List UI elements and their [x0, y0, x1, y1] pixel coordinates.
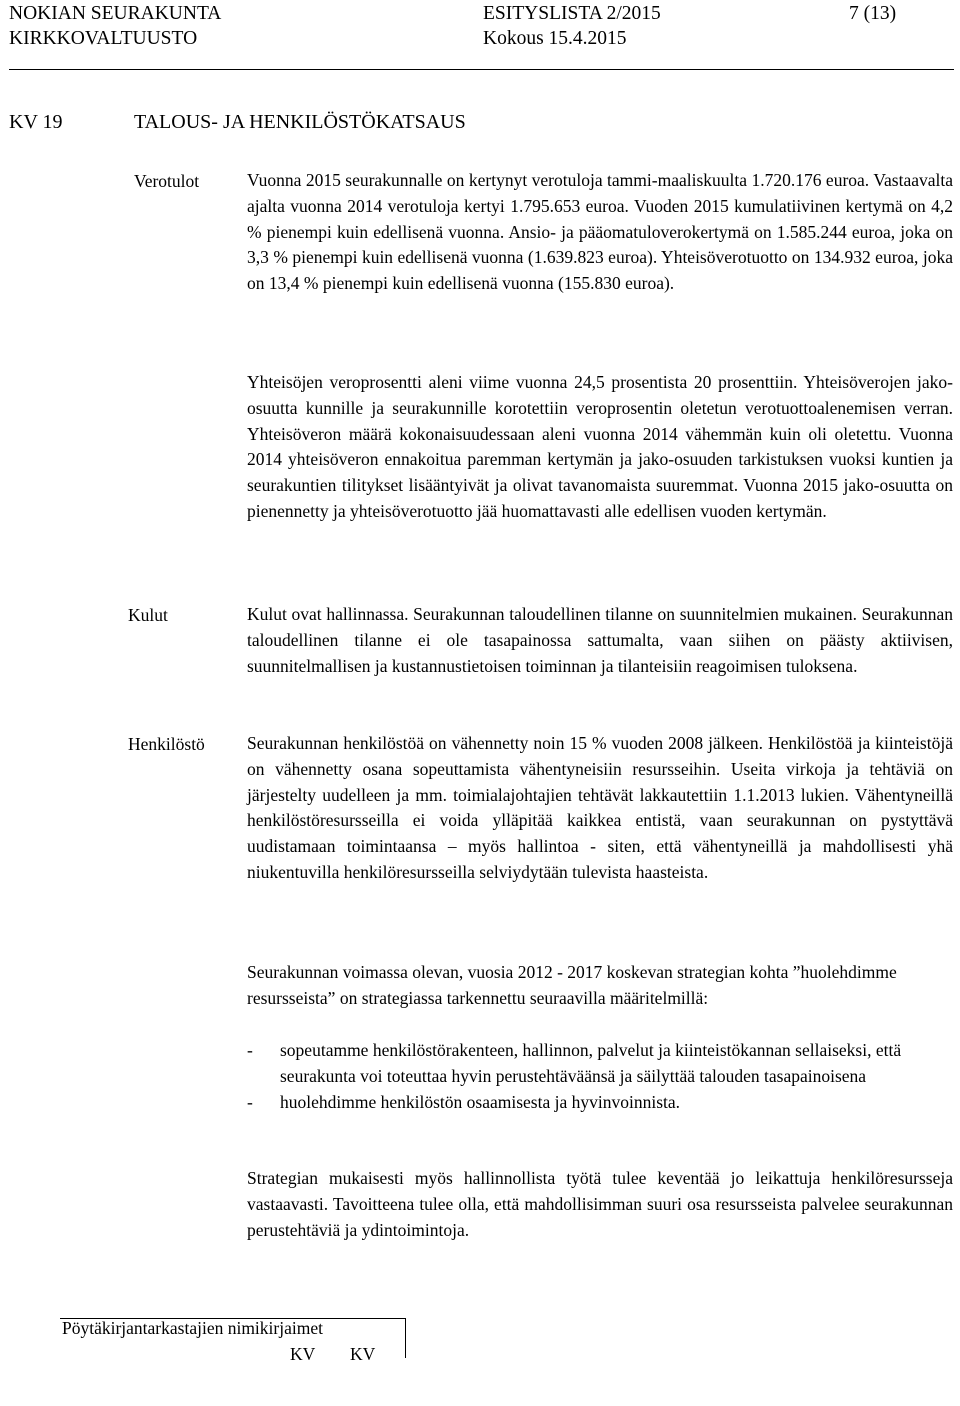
list-dash: -	[247, 1040, 253, 1060]
side-label-henkilosto: Henkilöstö	[128, 734, 205, 754]
side-label-kulut: Kulut	[128, 605, 168, 625]
verotulot-paragraph-1: Vuonna 2015 seurakunnalle on kertynyt verotuloja tammi-maaliskuulta 1.720.176 euroa. Vastaavalta ajalta vuonna 2014 verotuloja kertyi 1.795.653 euroa. Vuoden 2015 kumulatiivinen kertymä on 4,2 % pienempi kuin edellisenä vuonna. Ansio- ja pääomatuloverokertymä on 1.585.244 euroa, joka on 3,3 % pienempi kuin edellisenä vuonna (1.639.823 euroa). Yhteisöverotuotto on 134.932 euroa, joka on 13,4 % pienempi kuin edellisenä vuonna (155.830 euroa).	[247, 170, 953, 294]
list-item-text: sopeutamme henkilöstörakenteen, hallinnon, palvelut ja kiinteistökannan sellaiseksi, että seurakunta voi toteuttaa hyvin perustehtäväänsä ja säilyttää talouden tasapainoisena	[280, 1040, 902, 1086]
council-name: KIRKKOVALTUUSTO	[9, 28, 198, 49]
list-item	[247, 1090, 953, 1116]
strategy-list	[247, 1038, 953, 1115]
henkilosto-paragraph-1: Seurakunnan henkilöstöä on vähennetty noin 15 % vuoden 2008 jälkeen. Henkilöstöä ja kiinteistöjä on vähennetty osana sopeuttamista vähentyneisiin resursseihin. Useita virkoja ja tehtäviä on järjestelty uudelleen ja mm. toimialajohtajien tehtävät lakkautettiin 1.1.2013 lukien. Vähentyneillä henkilöstöresursseilla ei voida ylläpitää kaikkea entistä, vaan seurakunnan on pystyttävä uudistamaan toimintaansa – myös hallintoa - siten, että vähentyneillä ja mahdollisesti yhä niukentuvilla henkilöresursseilla selviydytään tulevista haasteista.	[247, 733, 953, 882]
kulut-paragraph: Kulut ovat hallinnassa. Seurakunnan taloudellinen tilanne on suunnitelmien mukainen. Seurakunnan taloudellinen tilanne ei ole tasapainossa sattumalta, vaan siihen on päästy aktiivisen, suunnitelmallisen ja kustannustietoisen toiminnan ja tilanteisiin reagoimisen tuloksena.	[247, 604, 953, 676]
list-item-text: huolehdimme henkilöstön osaamisesta ja hyvinvoinnista.	[280, 1091, 681, 1112]
side-label-verotulot: Verotulot	[134, 171, 200, 191]
footer-right-rule	[405, 1318, 406, 1358]
section-number: KV 19	[9, 111, 63, 133]
footer-label: Pöytäkirjantarkastajien nimikirjaimet	[62, 1318, 323, 1338]
page-number: 7 (13)	[849, 3, 897, 24]
meeting-date: Kokous 15.4.2015	[483, 28, 627, 49]
header-rule	[9, 69, 954, 70]
section-title: TALOUS- JA HENKILÖSTÖKATSAUS	[134, 111, 466, 133]
list-dash: -	[247, 1091, 253, 1112]
agenda-number: ESITYSLISTA 2/2015	[483, 3, 661, 24]
list-item	[247, 1038, 953, 1090]
henkilosto-paragraph-2: Seurakunnan voimassa olevan, vuosia 2012 - 2017 koskevan strategian kohta ”huolehdimme resursseista” on strategiassa tarkennettu seuraavilla määritelmillä:	[247, 962, 897, 1008]
footer-initials-1: KV	[290, 1344, 316, 1364]
footer-initials-2: KV	[350, 1344, 376, 1364]
henkilosto-paragraph-3: Strategian mukaisesti myös hallinnollista työtä tulee keventää jo leikattuja henkilöresursseja vastaavasti. Tavoitteena tulee olla, että mahdollisimman suuri osa resursseista palvelee seurakunnan perustehtäviä ja ydintoimintoja.	[247, 1168, 953, 1240]
verotulot-paragraph-2: Yhteisöjen veroprosentti aleni viime vuonna 24,5 prosentista 20 prosenttiin. Yhteisöverojen jako-osuutta kunnille ja seurakunnille korotettiin veroprosentin oletetun verotuottoalenemisen verran. Yhteisöveron määrä kokonaisuudessaan aleni vuonna 2014 vähemmän kuin oli oletettu. Vuonna 2014 yhteisöveron ennakoitua paremman kertymän ja jako-osuuden tarkistuksen vuoksi kuntien ja seurakuntien tilitykset lisääntyivät ja olivat tavanomaista suuremmat. Vuonna 2015 jako-osuutta on pienennetty ja yhteisöverotuotto jää huomattavasti alle edellisen vuoden kertymän.	[247, 372, 953, 521]
organization-name: NOKIAN SEURAKUNTA	[9, 3, 222, 24]
